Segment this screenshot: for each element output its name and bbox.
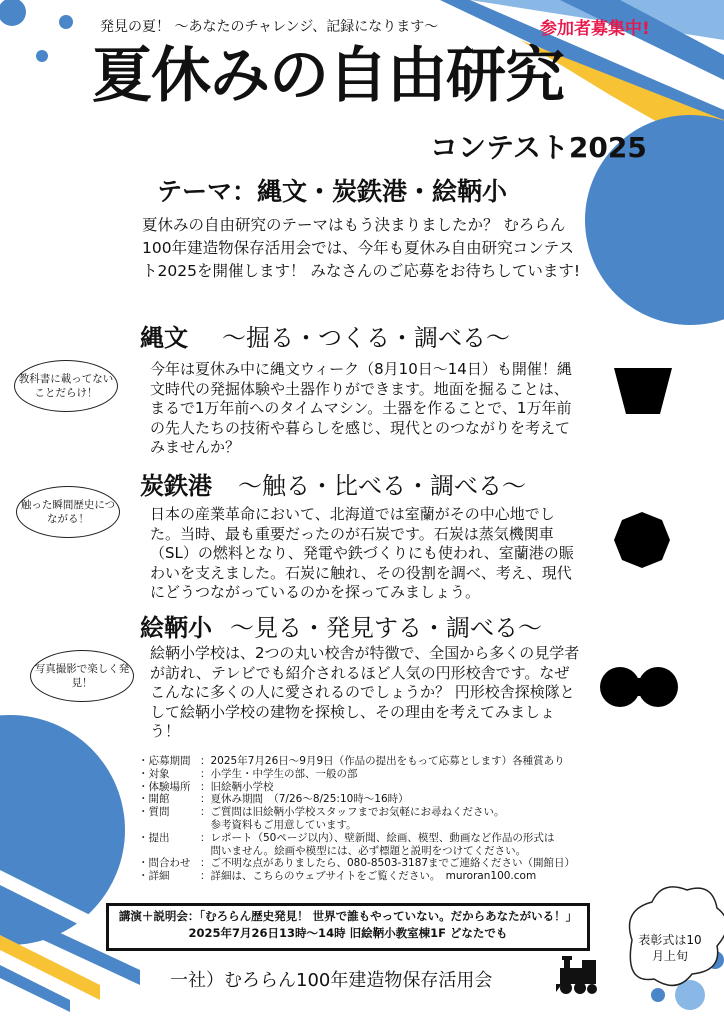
ceremony-note: 表彰式は10月上旬	[638, 933, 702, 963]
section-tagline: 〜触る・比べる・調べる〜	[238, 472, 526, 500]
lecture-datetime: 2025年7月26日13時〜14時 旧絵鞆小教室棟1F どなたでも	[188, 926, 508, 940]
details-row: ・対象 ：小学生・中学生の部、一般の部	[138, 767, 358, 780]
section-tagline: 〜掘る・つくる・調べる〜	[222, 324, 510, 352]
round-school-icon	[600, 664, 678, 710]
section-body-etomo: 絵鞆小学校は、2つの丸い校舎が特徴で、全国から多くの見学者が訪れ、テレビでも紹介されるほど人気の円形校舎です。なぜこんなに多くの人に愛されるのでしょうか？ 円形校舎探検隊として絵鞆小学校の建物を探検し、その理由を考えてみましょう！	[150, 644, 580, 740]
tagline: 発見の夏！ 〜あなたのチャレンジ、記録になります〜	[100, 19, 439, 35]
section-heading-jomon	[140, 318, 510, 353]
intro-text: 夏休みの自由研究のテーマはもう決まりましたか？ むろらん100年建造物保存活用会では、今年も夏休み自由研究コンテスト2025を開催します！ みなさんのご応募をお待ちしています!	[142, 216, 581, 280]
details-row: ・開館 ：夏休み期間 （7/26〜8/25:10時〜16時）	[138, 793, 409, 806]
dot-decoration	[59, 15, 73, 29]
details-list	[138, 755, 575, 883]
speech-bubble: 写真撮影で楽しく発見！	[30, 650, 134, 702]
details-row: ・問合わせ ：ご不明な点がありましたら、080-8503-3187までご連絡ください（開館日）	[138, 857, 576, 870]
section-title: 絵鞆小	[140, 614, 212, 642]
section-body-tantekko: 日本の産業革命において、北海道では室蘭がその中心地でした。当時、最も重要だったのが石炭です。石炭は蒸気機関車（SL）の燃料となり、発電や鉄づくりにも使われ、室蘭港の賑わいを支えました。石炭に触れ、その役割を調べ、考え、現代にどうつながっているのかを探ってみましょう。	[150, 505, 574, 601]
section-heading-tantekko	[140, 466, 526, 501]
details-row: ・体験場所 ：旧絵鞆小学校	[138, 780, 274, 793]
dot-decoration	[36, 50, 48, 62]
details-row: ・応募期間 ：2025年7月26日〜9月9日（作品の提出をもって応募とします）各種賞あり	[138, 755, 565, 767]
section-heading-etomo	[140, 608, 542, 643]
dot-decoration	[651, 988, 665, 1002]
section-title: 縄文	[140, 324, 188, 352]
lecture-title: 講演＋説明会：「むろらん歴史発見！ 世界で誰もやっていない。だからあなたがいる！」	[118, 909, 578, 923]
page-subtitle: コンテスト2025	[430, 131, 647, 164]
details-row: ・提出 ：レポート（50ページ以内）、壁新聞、絵画、模型、動画など作品の形式は 問いません。絵画や模型には、必ず標題と説明をつけてください。	[138, 831, 555, 857]
section-tagline: 〜見る・発見する・調べる〜	[230, 614, 542, 642]
pot-icon	[614, 368, 672, 414]
theme-heading: テーマ：縄文・炭鉄港・絵鞆小	[157, 177, 508, 206]
recruiting-badge: 参加者募集中!	[540, 19, 650, 39]
details-row: ・詳細 ：詳細は、こちらのウェブサイトをご覧ください。 muroran100.com	[138, 870, 537, 883]
steam-train-icon	[556, 956, 600, 996]
speech-bubble: 触った瞬間歴史につながる！	[16, 486, 120, 538]
coal-icon	[614, 512, 670, 568]
lecture-box	[106, 903, 590, 951]
organizer-name: 一社）むろらん100年建造物保存活用会	[170, 970, 493, 991]
details-row: ・質問 ：ご質問は旧絵鞆小学校スタッフまでお気軽にお尋ねください。 参考資料もご用意しています。	[138, 806, 505, 831]
section-body-jomon: 今年は夏休み中に縄文ウィーク（8月10日〜14日）も開催！縄文時代の発掘体験や土器作りができます。地面を掘ることは、まるで1万年前へのタイムマシン。土器を作ることで、1万年前の先人たちの技術や暮らしを感じ、現代とのつながりを考えてみませんか？	[150, 360, 572, 456]
speech-bubble: 教科書に載ってないことだらけ！	[14, 360, 118, 412]
dot-decoration	[0, 0, 26, 26]
section-title: 炭鉄港	[140, 472, 212, 500]
page-title: 夏休みの自由研究	[92, 41, 564, 111]
